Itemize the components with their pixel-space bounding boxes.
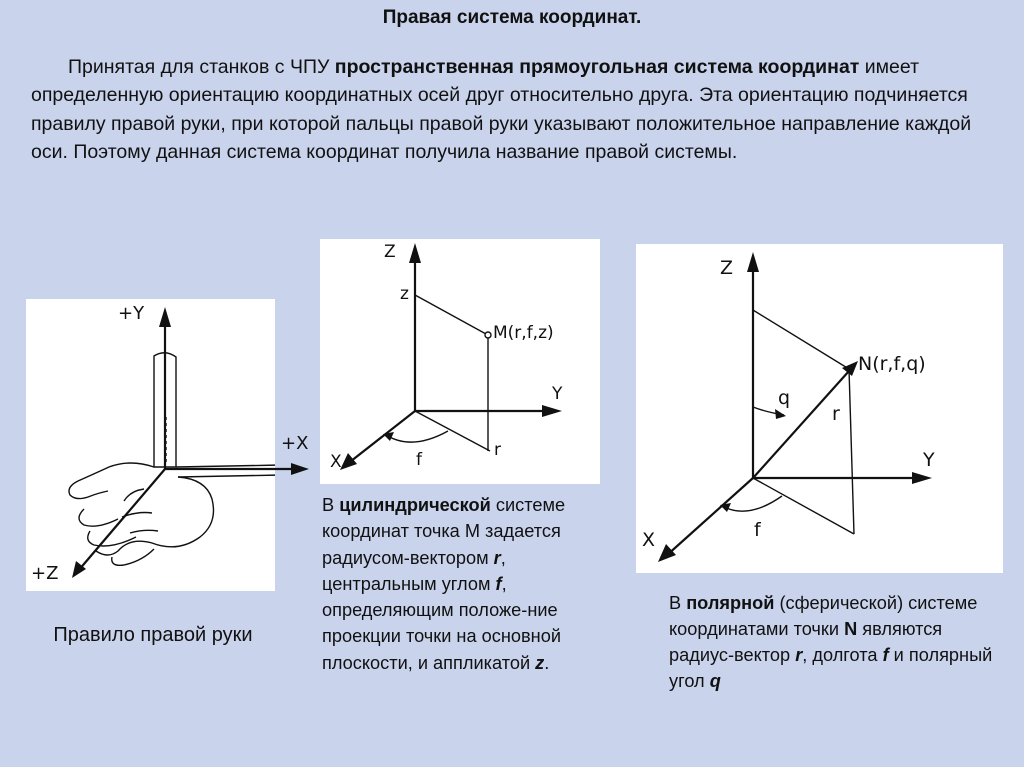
sph-caption-bold: полярной bbox=[686, 593, 775, 613]
hand-label-y: +Y bbox=[118, 303, 145, 324]
sph-base-edge bbox=[753, 478, 854, 534]
cyl-point-m bbox=[485, 332, 491, 338]
intro-lead: Принятая для станков с ЧПУ bbox=[68, 56, 335, 78]
sph-vertical-edge bbox=[849, 369, 854, 534]
hand-label-z: +Z bbox=[31, 563, 59, 584]
sph-caption-n: N bbox=[844, 619, 858, 639]
hand-x-arrow-overflow bbox=[275, 425, 315, 485]
intro-bold-term: пространственная прямоугольная система координат bbox=[334, 56, 860, 78]
sph-y-arrow bbox=[912, 472, 932, 484]
cyl-z-to-m-line bbox=[415, 295, 486, 334]
cyl-label-r: r bbox=[494, 440, 501, 460]
cyl-caption-t4: . bbox=[544, 652, 550, 673]
sph-r-arrow bbox=[842, 361, 858, 376]
sph-label-y-axis: Y bbox=[923, 449, 935, 471]
sph-z-arrow bbox=[747, 252, 759, 272]
cyl-caption-t2: , центральным углом bbox=[322, 547, 506, 594]
intro-paragraph bbox=[31, 53, 991, 166]
hand-figure-panel bbox=[26, 299, 275, 591]
sph-label-x-axis: X bbox=[642, 529, 656, 551]
cyl-caption-r: r bbox=[493, 547, 501, 568]
sph-caption-q: q bbox=[709, 671, 721, 691]
cyl-label-z-axis: Z bbox=[384, 242, 396, 262]
slide-title: Правая система координат. bbox=[382, 7, 642, 28]
sph-x-arrow bbox=[658, 544, 676, 562]
cylindrical-caption bbox=[322, 492, 612, 676]
sph-point-label: N(r,f,q) bbox=[858, 353, 926, 375]
sph-caption-t2: являются радиус-вектор bbox=[669, 619, 943, 665]
right-hand-diagram bbox=[26, 299, 275, 591]
cyl-caption-f: f bbox=[495, 573, 502, 594]
y-axis-arrow bbox=[159, 307, 171, 327]
cyl-label-z-tick: z bbox=[400, 284, 409, 304]
cyl-x-axis bbox=[346, 411, 415, 465]
sph-label-f: f bbox=[754, 519, 761, 541]
sph-top-edge bbox=[753, 310, 849, 369]
sph-caption-t4: и полярный угол bbox=[669, 645, 993, 691]
cyl-label-f: f bbox=[416, 450, 422, 470]
spherical-diagram bbox=[636, 244, 1003, 573]
sph-label-q: q bbox=[778, 387, 791, 409]
z-axis-line bbox=[78, 469, 165, 571]
cyl-angle-arc bbox=[386, 431, 448, 442]
sph-caption-r: r bbox=[795, 645, 803, 665]
cyl-point-label: M(r,f,z) bbox=[493, 323, 554, 343]
hand-caption: Правило правой руки bbox=[53, 624, 253, 646]
cyl-caption-t3: , определяющим положе-ние проекции точки на основной плоскости, и аппликатой bbox=[322, 573, 561, 673]
cyl-x-arrow bbox=[340, 453, 357, 470]
sph-q-arrowhead bbox=[775, 409, 786, 419]
cyl-arc-arrowhead bbox=[383, 432, 394, 441]
sph-caption-t3: , долгота bbox=[802, 645, 883, 665]
spherical-caption bbox=[669, 590, 999, 694]
cyl-caption-t1: системе координат точка М задается радиусом-вектором bbox=[322, 495, 566, 568]
cyl-y-arrow bbox=[542, 405, 562, 417]
cyl-caption-pre: В bbox=[322, 495, 340, 515]
sph-caption-t1: (сферической) системе координатами точки bbox=[669, 593, 978, 639]
cyl-projection-line bbox=[415, 411, 490, 451]
sph-caption-f: f bbox=[882, 645, 889, 665]
spherical-figure-panel bbox=[636, 244, 1003, 573]
cyl-caption-z: z bbox=[535, 652, 545, 673]
cyl-label-x-axis: X bbox=[330, 452, 342, 472]
sph-label-r: r bbox=[832, 403, 840, 425]
cylindrical-diagram bbox=[320, 239, 600, 484]
cylindrical-figure-panel bbox=[320, 239, 600, 484]
sph-label-z-axis: Z bbox=[720, 257, 734, 279]
hand-label-x: +X bbox=[281, 433, 309, 454]
sph-x-axis bbox=[666, 478, 753, 556]
cyl-label-y-axis: Y bbox=[552, 384, 563, 404]
cyl-z-arrow bbox=[409, 243, 421, 263]
right-hand-icon bbox=[69, 353, 275, 566]
intro-rest: имеет определенную ориентацию координатных осей друг относительно друга. Эта ориентацию подчиняется правилу правой руки, при которой пальцы правой руки указывают положительное направление каждой оси. Поэтому данная система координат получила название правой системы. bbox=[31, 56, 972, 163]
sph-caption-pre: В bbox=[669, 593, 687, 613]
cyl-caption-bold: цилиндрической bbox=[339, 495, 491, 515]
